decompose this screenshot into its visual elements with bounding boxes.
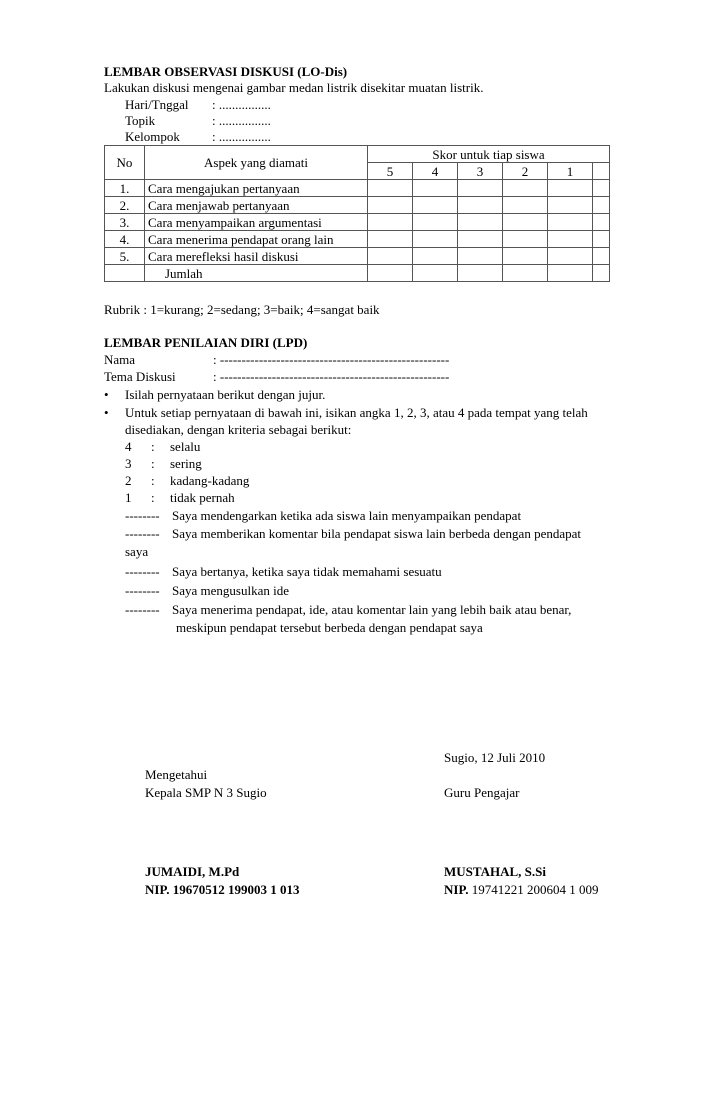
score-col-extra bbox=[593, 163, 610, 180]
statement-5: Saya menerima pendapat, ide, atau komentar lain yang lebih baik atau benar, bbox=[172, 602, 572, 617]
bullet-icon: • bbox=[104, 405, 109, 420]
theme-label: Tema Diskusi bbox=[104, 369, 176, 384]
table-row bbox=[105, 197, 610, 214]
table-row bbox=[105, 248, 610, 265]
instruction-2-line2: disediakan, dengan kriteria sebagai berikut: bbox=[125, 422, 352, 437]
score-cell[interactable] bbox=[548, 180, 593, 197]
table-row bbox=[105, 231, 610, 248]
score-cell[interactable] bbox=[548, 248, 593, 265]
score-cell[interactable] bbox=[368, 197, 413, 214]
statement-blank[interactable]: -------- bbox=[125, 526, 160, 541]
total-no bbox=[105, 265, 145, 282]
score-cell[interactable] bbox=[503, 197, 548, 214]
bullet-icon: • bbox=[104, 387, 109, 402]
field-value-group[interactable]: : ................ bbox=[212, 129, 271, 144]
table-row-total bbox=[105, 265, 610, 282]
field-value-date[interactable]: : ................ bbox=[212, 97, 271, 112]
header-aspect: Aspek yang diamati bbox=[145, 146, 368, 180]
criteria-sep: : bbox=[151, 439, 155, 454]
observation-intro: Lakukan diskusi mengenai gambar medan listrik disekitar muatan listrik. bbox=[104, 80, 484, 95]
teacher-name: MUSTAHAL, S.Si bbox=[444, 864, 546, 879]
score-col-1: 1 bbox=[548, 163, 593, 180]
score-cell[interactable] bbox=[368, 214, 413, 231]
row-aspect: Cara mengajukan pertanyaan bbox=[145, 180, 368, 197]
score-cell[interactable] bbox=[413, 231, 458, 248]
score-col-5: 5 bbox=[368, 163, 413, 180]
score-cell[interactable] bbox=[548, 197, 593, 214]
score-cell[interactable] bbox=[413, 214, 458, 231]
criteria-num: 3 bbox=[125, 456, 132, 471]
row-aspect: Cara menyampaikan argumentasi bbox=[145, 214, 368, 231]
criteria-text: kadang-kadang bbox=[170, 473, 250, 488]
statement-2: Saya memberikan komentar bila pendapat siswa lain berbeda dengan pendapat bbox=[172, 526, 581, 541]
score-cell[interactable] bbox=[503, 180, 548, 197]
score-cell[interactable] bbox=[458, 231, 503, 248]
head-name: JUMAIDI, M.Pd bbox=[145, 864, 240, 879]
acknowledgement: Mengetahui bbox=[145, 767, 208, 782]
table-row bbox=[105, 180, 610, 197]
statement-blank[interactable]: -------- bbox=[125, 508, 160, 523]
score-cell[interactable] bbox=[368, 265, 413, 282]
criteria-text: selalu bbox=[170, 439, 201, 454]
score-col-3: 3 bbox=[458, 163, 503, 180]
teacher-nip-value: 19741221 200604 1 009 bbox=[471, 882, 599, 897]
score-cell[interactable] bbox=[593, 180, 610, 197]
score-cell[interactable] bbox=[548, 214, 593, 231]
field-label-group: Kelompok bbox=[125, 129, 180, 144]
field-value-topic[interactable]: : ................ bbox=[212, 113, 271, 128]
self-assessment-title: LEMBAR PENILAIAN DIRI (LPD) bbox=[104, 335, 308, 350]
score-cell[interactable] bbox=[548, 231, 593, 248]
score-cell[interactable] bbox=[413, 248, 458, 265]
score-cell[interactable] bbox=[593, 231, 610, 248]
row-no: 1. bbox=[105, 180, 145, 197]
field-label-date: Hari/Tnggal bbox=[125, 97, 189, 112]
statement-5-continued: meskipun pendapat tersebut berbeda dengan pendapat saya bbox=[176, 620, 483, 635]
score-cell[interactable] bbox=[503, 248, 548, 265]
score-col-4: 4 bbox=[413, 163, 458, 180]
observation-table bbox=[104, 145, 610, 282]
field-label-topic: Topik bbox=[125, 113, 156, 128]
statement-3: Saya bertanya, ketika saya tidak memahami sesuatu bbox=[172, 564, 442, 579]
observation-title: LEMBAR OBSERVASI DISKUSI (LO-Dis) bbox=[104, 64, 348, 79]
statement-1: Saya mendengarkan ketika ada siswa lain menyampaikan pendapat bbox=[172, 508, 522, 523]
criteria-num: 1 bbox=[125, 490, 132, 505]
score-cell[interactable] bbox=[413, 180, 458, 197]
score-cell[interactable] bbox=[413, 265, 458, 282]
statement-4: Saya mengusulkan ide bbox=[172, 583, 289, 598]
teacher-nip: NIP. 19741221 200604 1 009 bbox=[444, 882, 599, 897]
name-label: Nama bbox=[104, 352, 136, 367]
row-no: 4. bbox=[105, 231, 145, 248]
statement-blank[interactable]: -------- bbox=[125, 602, 160, 617]
score-col-2: 2 bbox=[503, 163, 548, 180]
score-cell[interactable] bbox=[593, 214, 610, 231]
rubric-text: Rubrik : 1=kurang; 2=sedang; 3=baik; 4=sangat baik bbox=[104, 302, 380, 317]
name-input[interactable]: : ----------------------------------------------------- bbox=[213, 352, 450, 367]
row-aspect: Cara menerima pendapat orang lain bbox=[145, 231, 368, 248]
score-cell[interactable] bbox=[458, 214, 503, 231]
statement-blank[interactable]: -------- bbox=[125, 564, 160, 579]
criteria-num: 2 bbox=[125, 473, 132, 488]
score-cell[interactable] bbox=[548, 265, 593, 282]
score-cell[interactable] bbox=[368, 180, 413, 197]
head-nip: NIP. 19670512 199003 1 013 bbox=[145, 882, 300, 897]
statement-blank[interactable]: -------- bbox=[125, 583, 160, 598]
header-no: No bbox=[105, 146, 145, 180]
score-cell[interactable] bbox=[458, 180, 503, 197]
statement-2-continued: saya bbox=[125, 544, 149, 559]
total-label: Jumlah bbox=[145, 265, 368, 282]
row-aspect: Cara menjawab pertanyaan bbox=[145, 197, 368, 214]
table-row bbox=[105, 214, 610, 231]
teacher-title: Guru Pengajar bbox=[444, 785, 520, 800]
instruction-1: Isilah pernyataan berikut dengan jujur. bbox=[125, 387, 326, 402]
score-cell[interactable] bbox=[458, 197, 503, 214]
criteria-sep: : bbox=[151, 456, 155, 471]
score-cell[interactable] bbox=[503, 231, 548, 248]
score-cell[interactable] bbox=[413, 197, 458, 214]
header-score: Skor untuk tiap siswa bbox=[368, 146, 610, 163]
criteria-text: sering bbox=[170, 456, 202, 471]
score-cell[interactable] bbox=[593, 248, 610, 265]
row-no: 3. bbox=[105, 214, 145, 231]
score-cell[interactable] bbox=[458, 248, 503, 265]
score-cell[interactable] bbox=[593, 197, 610, 214]
score-cell[interactable] bbox=[503, 265, 548, 282]
criteria-sep: : bbox=[151, 490, 155, 505]
theme-input[interactable]: : ----------------------------------------------------- bbox=[213, 369, 450, 384]
score-cell[interactable] bbox=[368, 248, 413, 265]
row-no: 5. bbox=[105, 248, 145, 265]
head-title: Kepala SMP N 3 Sugio bbox=[145, 785, 267, 800]
score-cell[interactable] bbox=[458, 265, 503, 282]
row-aspect: Cara merefleksi hasil diskusi bbox=[145, 248, 368, 265]
criteria-sep: : bbox=[151, 473, 155, 488]
score-cell[interactable] bbox=[503, 214, 548, 231]
instruction-2-line1: Untuk setiap pernyataan di bawah ini, isikan angka 1, 2, 3, atau 4 pada tempat yang telah bbox=[125, 405, 588, 420]
score-cell[interactable] bbox=[593, 265, 610, 282]
place-date: Sugio, 12 Juli 2010 bbox=[444, 750, 546, 765]
criteria-text: tidak pernah bbox=[170, 490, 235, 505]
score-cell[interactable] bbox=[368, 231, 413, 248]
criteria-num: 4 bbox=[125, 439, 132, 454]
row-no: 2. bbox=[105, 197, 145, 214]
